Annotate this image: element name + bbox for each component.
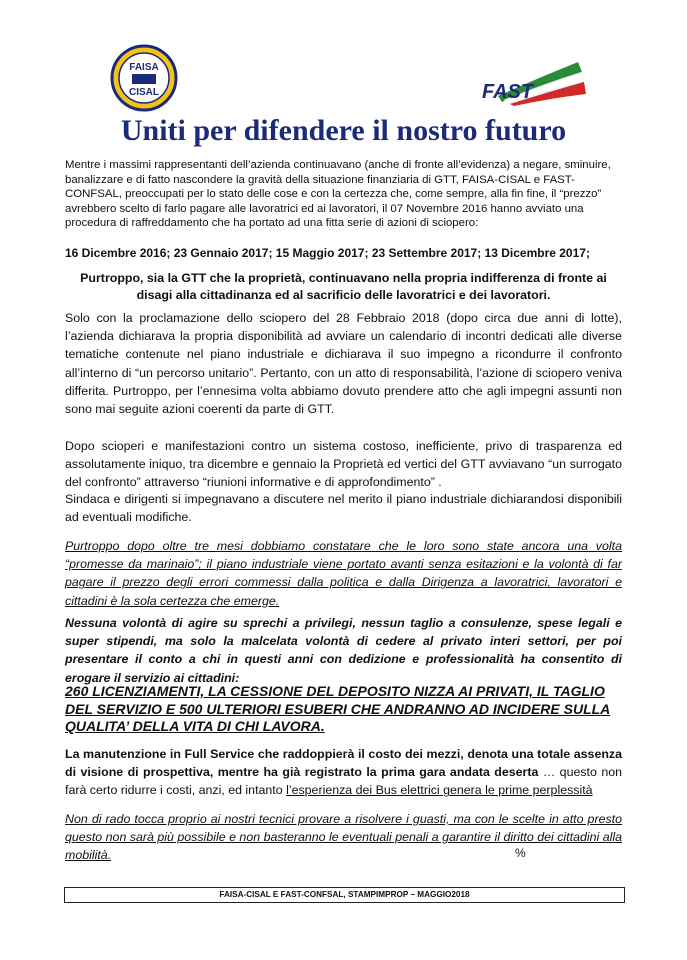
- licenziamenti-headline: 260 LICENZIAMENTI, LA CESSIONE DEL DEPOSITO NIZZA AI PRIVATI, IL TAGLIO DEL SERVIZIO E 500 ULTERIORI ESUBERI CHE ANDRANNO AD INCIDERE SULLA QUALITA’ DELLA VITA DI CHI LAVORA.: [65, 683, 611, 734]
- manutenzione-underlined: l’esperienza dei Bus elettrici genera le prime perplessità: [286, 783, 593, 798]
- intro-paragraph: Mentre i massimi rappresentanti dell’azienda continuavano (anche di fronte all’evidenza) a negare, sminuire, banalizzare e di fatto nascondere la gravità della situazione finanziaria di GTT, FAISA-CISAL e FAST-CONFSAL, preoccupati per lo stato delle cose e con la certezza che, come sempre, alla fin fine, il “prezzo” avrebbero scelto di farlo pagare alle lavoratrici ed ai lavoratori, il 07 Novembre 2016 hanno avviato una procedura di raffreddamento che ha portato ad una fitta serie di azioni di sciopero:: [65, 159, 611, 230]
- solo-paragraph: Solo con la proclamazione dello sciopero del 28 Febbraio 2018 (dopo circa due anni di lotte), l’azienda dichiarava la propria disponibilità ad avviare un calendario di incontri dedicati alle diverse tematiche contenute nel piano industriale e dichiarava il suo impegno a ricondurre il confronto all’interno di “un percorso unitario”. Pertanto, con un atto di responsabilità, l’azione di sciopero veniva differita. Purtroppo, per l’ennesima volta abbiamo dovuto prendere atto che agli impegni assunti non sono mai seguite azioni coerenti da parte di GTT.: [65, 311, 622, 417]
- manutenzione-paragraph: [65, 745, 622, 800]
- cisal-text: CISAL: [129, 87, 159, 98]
- purtroppo-paragraph: Purtroppo, sia la GTT che la proprietà, continuavano nella propria indifferenza di fronte ai disagi alla cittadinanza ed al sacrificio delle lavoratrici e dei lavoratori.: [80, 271, 607, 302]
- tre-mesi-paragraph: Purtroppo dopo oltre tre mesi dobbiamo constatare che le loro sono state ancora una volta “promesse da marinaio”; il piano industriale viene portato avanti senza esitazioni e la volontà di far pagare il prezzo degli errori commessi dalla politica e dalla Dirigenza a lavoratrici, lavoratori e cittadini è la sola certezza che emerge.: [65, 539, 622, 608]
- fast-text: FAST: [482, 81, 534, 103]
- page-title: Uniti per difendere il nostro futuro: [120, 114, 567, 147]
- dopo-paragraph: Dopo scioperi e manifestazioni contro un sistema costoso, inefficiente, privo di trasparenza ed assolutamente iniquo, tra dicembre e gennaio la Proprietà ed vertici del GTT avviavano “un surrogato del confronto” attraverso “riunioni informative e di approfondimento” .: [65, 439, 622, 490]
- footer-credit: FAISA-CISAL E FAST-CONFSAL, STAMPIMPROP – MAGGIO2018: [64, 887, 625, 903]
- faisa-text: FAISA: [129, 62, 159, 73]
- sindaca-paragraph: Sindaca e dirigenti si impegnavano a discutere nel merito il piano industriale dichiarandosi disponibili ad eventuali modifiche.: [65, 492, 622, 525]
- manutenzione-bold: La manutenzione in Full Service che raddoppierà il costo dei mezzi, denota una totale assenza di visione di prospettiva, mentre ha già registrato la prima gara andata deserta: [65, 747, 622, 780]
- nessuna-paragraph: Nessuna volontà di agire su sprechi a privilegi, nessun taglio a consulenze, spese legali e super stipendi, ma solo la malcelata volontà di cedere al privato interi settori, per poi presentare il conto a chi in questi anni con dedizione e professionalità ha consentito di erogare il servizio ai cittadini:: [65, 616, 622, 685]
- strike-dates: 16 Dicembre 2016; 23 Gennaio 2017; 15 Maggio 2017; 23 Settembre 2017; 13 Dicembre 2017;: [65, 246, 590, 260]
- fast-logo: [478, 58, 588, 106]
- faisa-cisal-logo: [110, 44, 178, 112]
- manutenzione-rest: … questo non farà certo ridurre i costi, anzi, ed intanto: [65, 765, 622, 798]
- percent-mark: %: [515, 846, 526, 860]
- non-di-rado-paragraph: Non di rado tocca proprio ai nostri tecnici provare a risolvere i guasti, ma con le scelte in atto presto questo non sarà più possibile e non basteranno le eventuali penali a garantire il diritto dei cittadini alla mobilità.: [65, 812, 622, 863]
